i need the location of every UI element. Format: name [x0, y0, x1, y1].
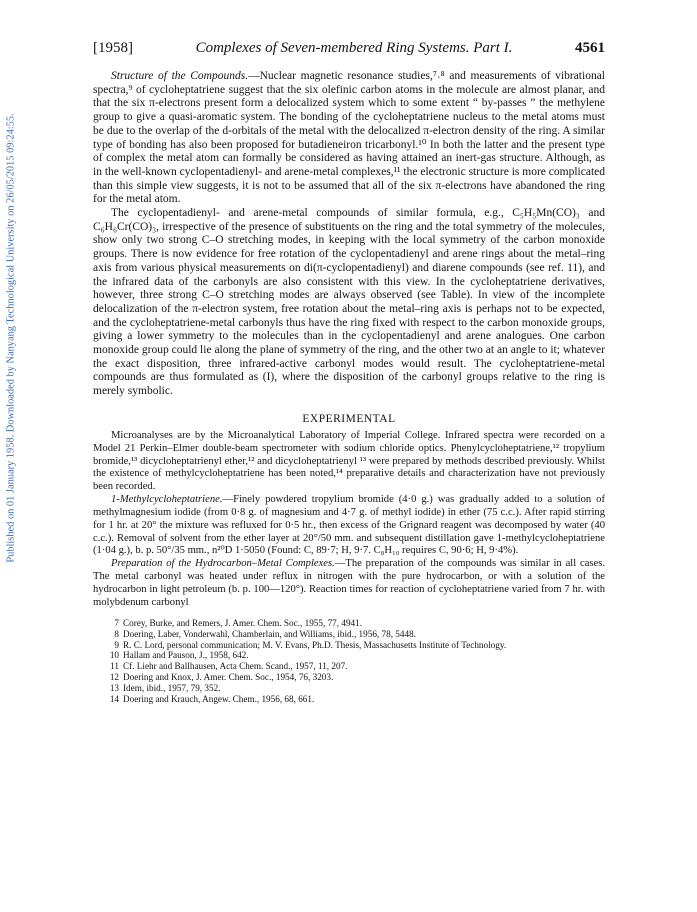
- footnote-number: 10: [109, 650, 119, 661]
- footnote-text: Doering and Krauch, Angew. Chem., 1956, 68, 661.: [123, 694, 315, 705]
- paragraph-structure: [93, 70, 605, 207]
- paragraph-text: Microanalyses are by the Microanalytical Laboratory of Imperial College. Infrared spectra were recorded on a Model 21 Perkin–Elmer double-beam spectrometer with sodium chloride optics. Phenylcycloheptatriene,¹² tropylium bromide,¹³ dicycloheptatrienyl ether,¹² and dicycloheptatrienyl ¹³ were prepared by methods described previously. Whilst the existence of methylcycloheptatriene has been noted,¹⁴ preparative details and characterization have not previously been recorded.: [93, 429, 605, 493]
- paragraph-text: —The preparation of the compounds was similar in all cases. The metal carbonyl was heated under reflux in nitrogen with the pure hydrocarbon, or with a solution of the hydrocarbon in light petroleum (b. p. 100—120°). Reaction times for reaction of cycloheptatriene varied from 7 hr. with molybdenum carbonyl: [93, 558, 605, 608]
- footnote-number: 13: [109, 683, 119, 694]
- footnote-text: Doering, Laber, Vonderwahl, Chamberlain, and Williams, ibid., 1956, 78, 5448.: [123, 628, 416, 639]
- page-number: 4561: [574, 40, 605, 56]
- footnote-text: Hallam and Pauson, J., 1958, 642.: [123, 650, 249, 661]
- footnote-number: 14: [109, 694, 119, 705]
- paragraph-text: —Finely powdered tropylium bromide (4·0 g.) was gradually added to a solution of methylmagnesium iodide (from 0·8 g. of magnesium and 4·7 g. of methyl iodide) in ether (75 c.c.). After rapid stirring for 1 hr. at 20° the mixture was refluxed for 0·5 hr., then excess of the Grignard reagent was decomposed by water (40 c.c.). Removal of solvent from the ether layer at 20°/50 mm. and subsequent distillation gave 1-methylcycloheptatriene (1·04 g.), b. p. 50°/35 mm., n²⁰D 1·5050 (Found: C, 89·7; H, 9·7. C₈H₁₀ requires C, 90·6; H, 9·4%).: [93, 494, 605, 557]
- footnote-number: 12: [109, 672, 119, 683]
- footnote: [93, 672, 605, 683]
- footnote-number: 9: [114, 639, 119, 650]
- paragraph-preparation: [93, 558, 605, 609]
- paragraph-heading: Structure of the Compounds.: [111, 70, 249, 82]
- paragraph-microanalyses: [93, 430, 605, 494]
- paragraph-heading: Preparation of the Hydrocarbon–Metal Complexes.: [111, 558, 335, 570]
- footnote-text: Idem, ibid., 1957, 79, 352.: [123, 683, 221, 694]
- footnote: [93, 640, 605, 651]
- footnote-text: R. C. Lord, personal communication; M. V. Evans, Ph.D. Thesis, Massachusetts Institute of Technology.: [123, 639, 507, 650]
- footnote: [93, 629, 605, 640]
- footnotes: [93, 618, 605, 705]
- paragraph-carbonyl-modes: [93, 207, 605, 399]
- paragraph-text: The cyclopentadienyl- and arene-metal compounds of similar formula, e.g., C₅H₅Mn(CO)₃ and C₆H₆Cr(CO)₃, irrespective of the presence of substituents on the ring and the total symmetry of the molecules, show only two strong C–O stretching modes, in keeping with the local symmetry of the carbon monoxide groups. There is now evidence for free rotation of the cyclopentadienyl and arene rings about the metal–ring axis from various physical measurements on di(π-cyclopentadienyl) and diarene compounds (see ref. 11), and the infrared data of the carbonyls are also consistent with this view. In the cycloheptatriene derivatives, however, three strong C–O stretching modes are always observed (see Table). In view of the incomplete delocalization of the π-electron system, free rotation about the metal–ring axis is perhaps not to be expected, and the cycloheptatriene-metal carbonyls thus have the ring fixed with respect to the carbon monoxide groups, giving a lower symmetry to the molecules than in the cyclopentadienyl and arene analogues. One carbon monoxide group could lie along the plane of symmetry of the ring, and the other two at an angle to it; whatever the exact disposition, three infrared-active carbonyl modes would result. The cycloheptatriene-metal compounds are thus formulated as (I), where the disposition of the carbonyl groups relative to the ring is merely symbolic.: [93, 207, 605, 398]
- header-title: Complexes of Seven-membered Ring Systems. Part I.: [195, 40, 513, 56]
- footnote: [93, 661, 605, 672]
- footnote: [93, 694, 605, 705]
- paragraph-methylcycloheptatriene: [93, 494, 605, 558]
- body-text: [93, 70, 605, 399]
- paragraph-text: —Nuclear magnetic resonance studies,⁷˒⁸ and measurements of vibrational spectra,⁹ of cycloheptatriene suggest that the six olefinic carbon atoms in the molecule are almost planar, and that the six π-electrons present form a delocalized system which to some extent “ by-passes ” the methylene group to give a quasi-aromatic system. The bonding of the cycloheptatriene nucleus to the metal atoms must be due to the overlap of the d-orbitals of the metal with the delocalized π-electron density of the ring. A similar type of bonding has also been proposed for butadieneiron tricarbonyl.¹⁰ In both the latter and the present type of complex the metal atom can formally be considered as having attained an inert-gas structure. Although, as in the well-known cyclopentadienyl- and arene-metal complexes,¹¹ the electronic structure is more complicated than this simple view suggests, it is not to be assumed that all of the six π-electrons have abandoned the ring for the metal atom.: [93, 70, 605, 206]
- footnote: [93, 650, 605, 661]
- footnote-text: Doering and Knox, J. Amer. Chem. Soc., 1954, 76, 3203.: [123, 672, 334, 683]
- header-year: [1958]: [93, 40, 133, 56]
- section-heading-experimental: EXPERIMENTAL: [302, 412, 396, 425]
- footnote-text: Cf. Liehr and Ballhausen, Acta Chem. Scand., 1957, 11, 207.: [123, 661, 348, 672]
- experimental-text: [93, 430, 605, 610]
- download-watermark-text: Published on 01 January 1958. Downloaded by Nanyang Technological University on 26/05/2015 09:24:55.: [5, 113, 17, 563]
- footnote-number: 11: [110, 661, 119, 672]
- footnote: [93, 618, 605, 629]
- running-header: [93, 40, 605, 62]
- article-page: [93, 40, 605, 705]
- footnote-number: 7: [114, 617, 119, 628]
- footnote-number: 8: [114, 628, 119, 639]
- download-watermark: [4, 78, 18, 598]
- footnote: [93, 683, 605, 694]
- paragraph-heading: 1-Methylcycloheptatriene.: [111, 494, 223, 506]
- footnote-text: Corey, Burke, and Remers, J. Amer. Chem. Soc., 1955, 77, 4941.: [123, 617, 363, 628]
